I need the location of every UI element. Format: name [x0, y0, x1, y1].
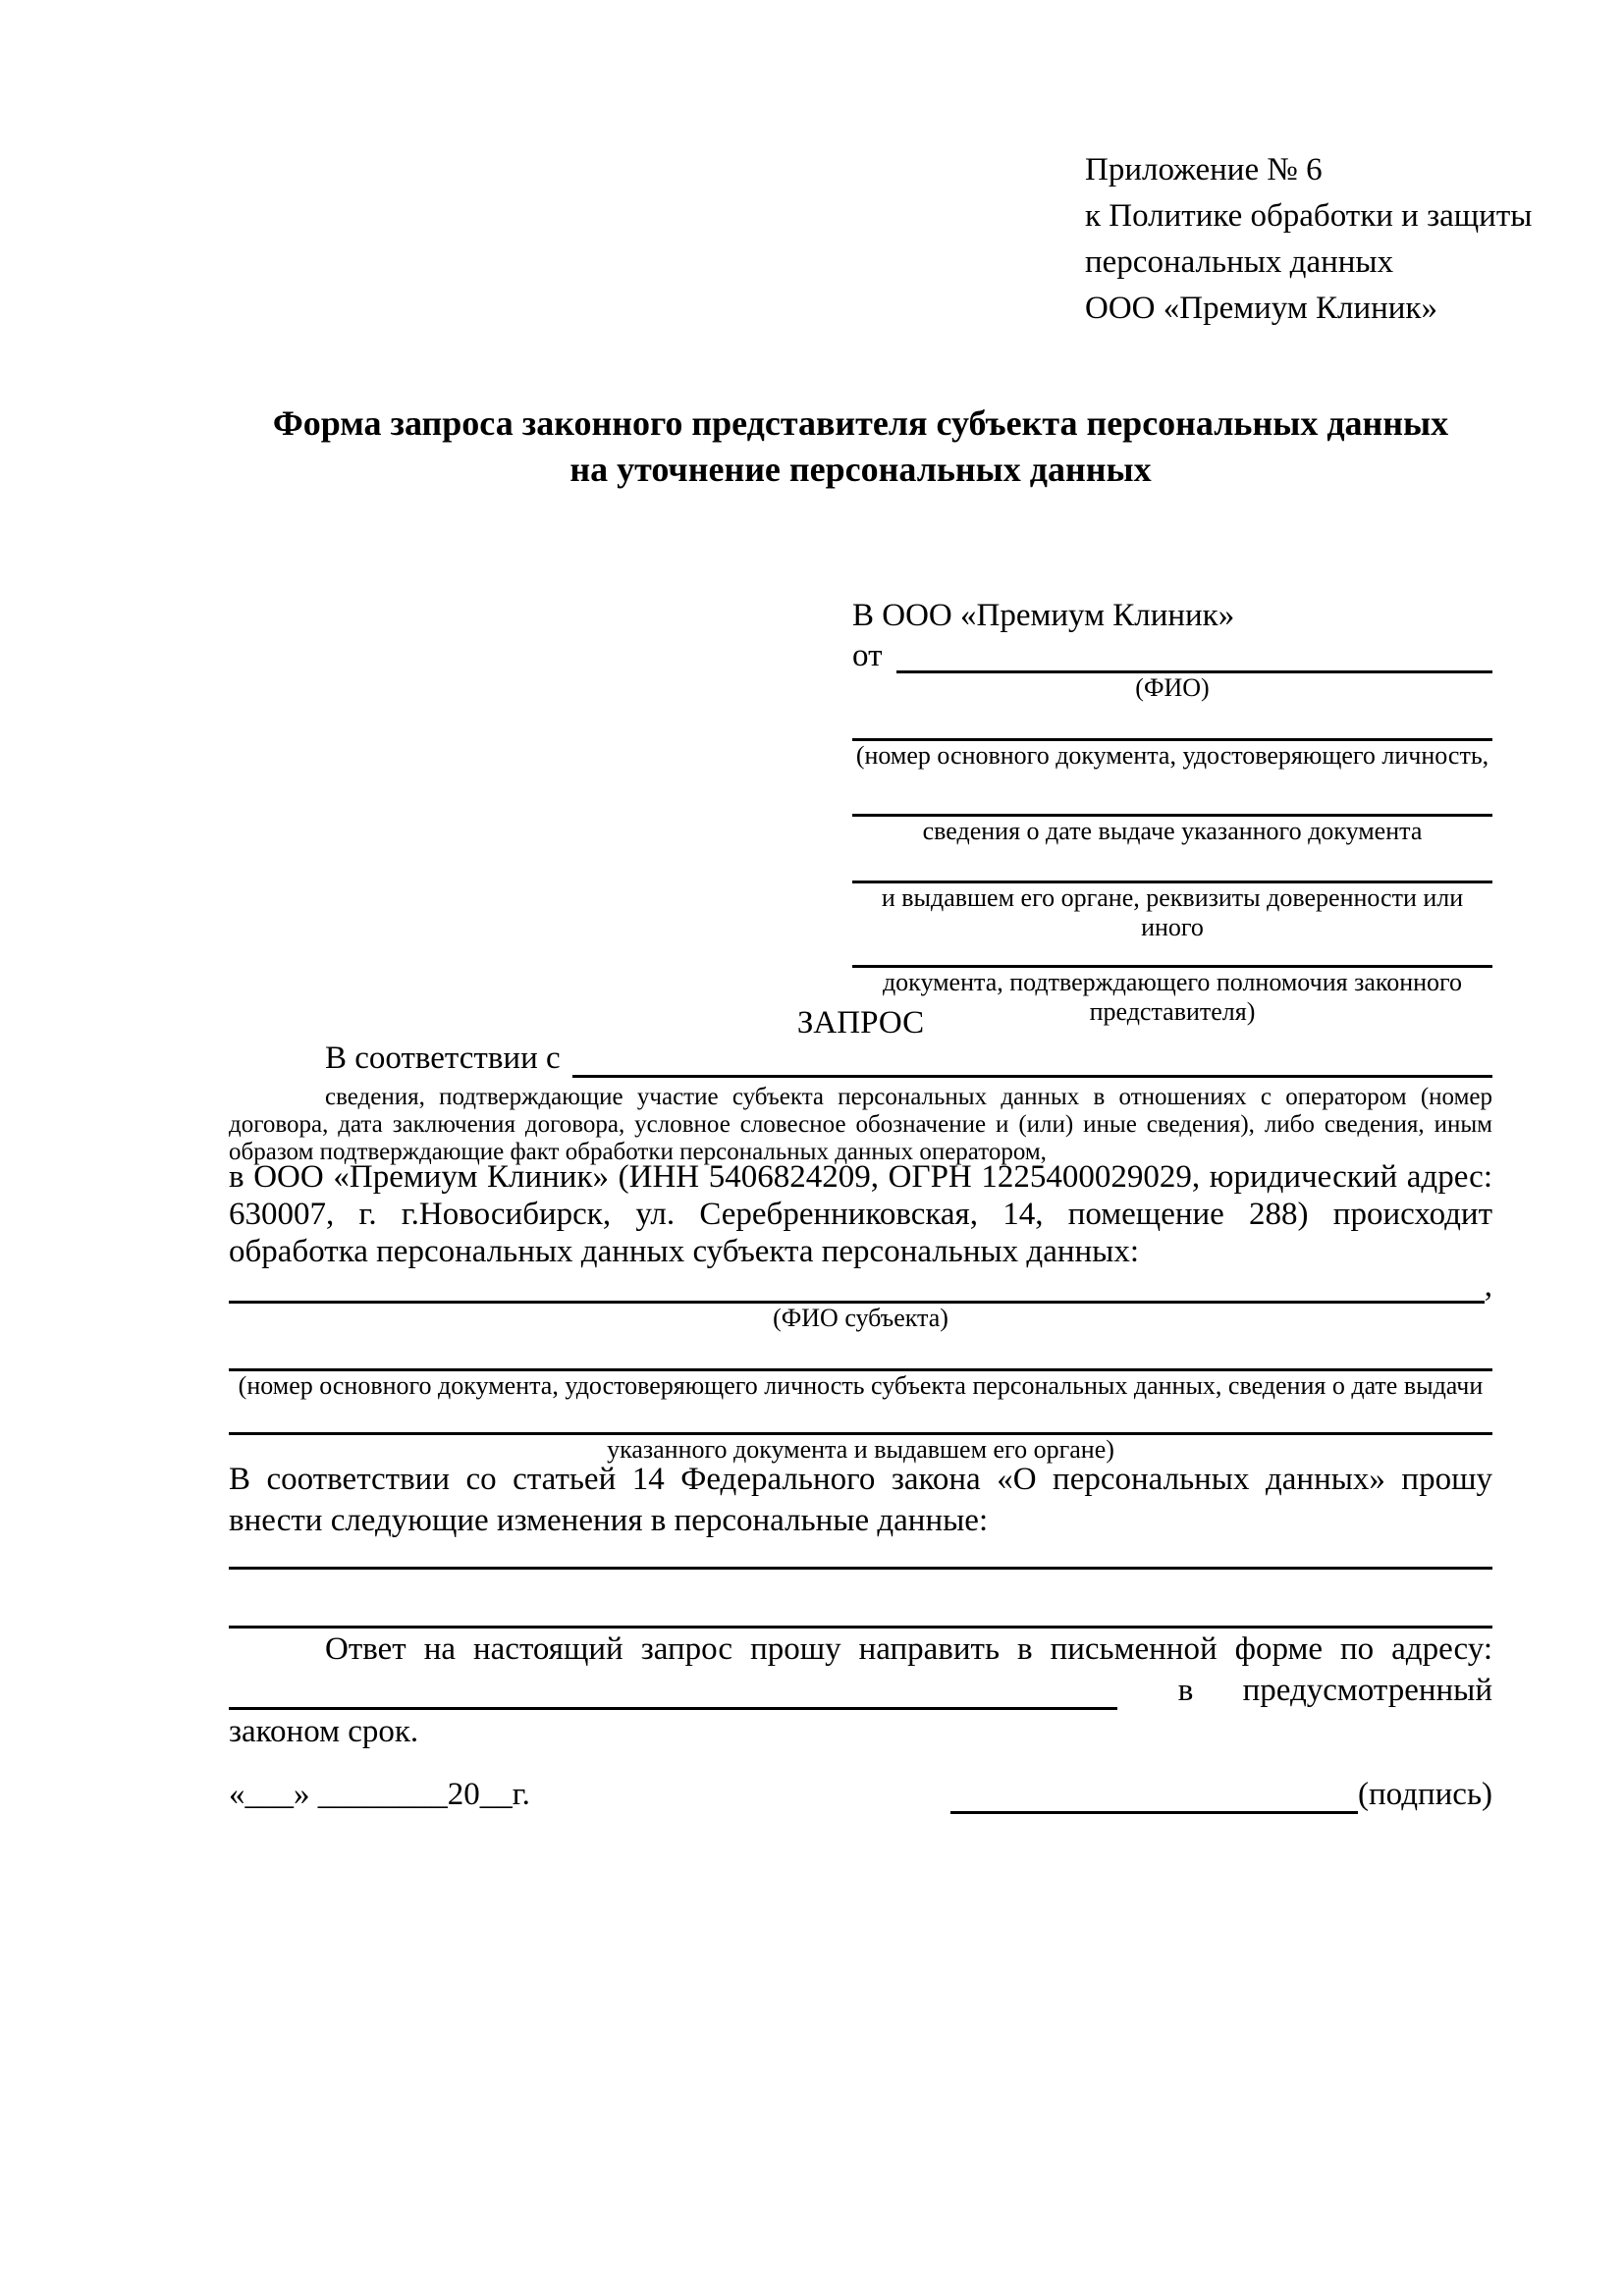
signature-block — [950, 1775, 1492, 1814]
fill-line — [572, 1071, 1492, 1078]
appendix-note-line: к Политике обработки и защиты — [1085, 198, 1533, 234]
blank-fill-line — [852, 846, 1492, 883]
appendix-note — [1085, 147, 1532, 332]
subject-doc-caption-2: указанного документа и выдавшем его органе) — [607, 1435, 1114, 1464]
subject-fio-row — [229, 1268, 1492, 1304]
signature-caption: (подпись) — [1358, 1777, 1492, 1812]
reply-right-text: в предусмотренный — [1177, 1673, 1492, 1708]
from-label: от — [852, 638, 883, 673]
intro-row — [229, 1039, 1492, 1078]
operator-paragraph: в ООО «Премиум Клиник» (ИНН 5406824209, ОГРН 1225400029029, юридический адрес: 630007, г. г.Новосибирск, ул. Серебренниковская, 14, помещение 288) происходит обработка персональных данных субъекта персональных данных: — [229, 1159, 1492, 1269]
reply-paragraph-line1: Ответ на настоящий запрос прошу направить в письменной форме по адресу: — [325, 1631, 1492, 1667]
signature-line — [950, 1807, 1358, 1814]
document-title-line1: Форма запроса законного представителя субъекта персональных данных — [272, 403, 1449, 443]
appendix-note-line: ООО «Премиум Клиник» — [1085, 291, 1437, 326]
footer-row — [229, 1775, 1492, 1814]
fill-line — [896, 667, 1493, 673]
document-title-line2: на уточнение персональных данных — [569, 450, 1152, 489]
fio-caption: (ФИО) — [1135, 673, 1210, 702]
subject-block — [229, 1268, 1492, 1465]
blank-fill-line — [229, 1297, 1485, 1304]
blank-fill-line — [229, 1401, 1492, 1435]
comma: , — [1484, 1268, 1492, 1304]
reply-address-row — [229, 1671, 1492, 1710]
intro-label: В соответствии с — [325, 1041, 561, 1076]
field-caption-doc4: документа, подтверждающего полномочия законного представителя) — [882, 968, 1463, 1026]
addressee-block — [852, 593, 1492, 1027]
blank-fill-line — [852, 771, 1492, 817]
blank-fill-line — [229, 1333, 1492, 1371]
blank-fill-line — [852, 942, 1492, 968]
blank-fill-line — [852, 703, 1492, 741]
subject-doc-caption-1: (номер основного документа, удостоверяющего личность субъекта персональных данных, сведения о дате выдачи — [238, 1371, 1484, 1400]
article-paragraph: В соответствии со статьей 14 Федерального закона «О персональных данных» прошу внести следующие изменения в персональные данные: — [229, 1462, 1492, 1538]
document-title — [229, 400, 1492, 493]
appendix-note-line: Приложение № 6 — [1085, 152, 1323, 187]
appendix-note-line: персональных данных — [1085, 244, 1394, 280]
reply-paragraph — [229, 1628, 1492, 1753]
subject-fio-caption: (ФИО субъекта) — [773, 1304, 948, 1332]
request-heading: ЗАПРОС — [796, 1005, 925, 1041]
reply-paragraph-line3: законом срок. — [229, 1714, 419, 1749]
field-caption-doc2: сведения о дате выдаче указанного документа — [922, 817, 1423, 845]
field-caption-doc3: и выдавшем его органе, реквизиты доверенности или иного — [881, 883, 1464, 941]
blank-fill-line — [229, 1590, 1492, 1629]
blank-fill-line — [229, 1531, 1492, 1570]
fineprint-note: сведения, подтверждающие участие субъекта персональных данных в отношениях с оператором (номер договора, дата заключения договора, условное словесное обозначение и (или) иные сведения), либо сведения, иным образом подтверждающие факт обработки персональных данных оператором, — [229, 1084, 1492, 1165]
date-placeholder: «___» ________20__г. — [229, 1777, 530, 1812]
addressee-from-row — [852, 638, 1492, 673]
field-caption-doc1: (номер основного документа, удостоверяющего личность, — [855, 741, 1489, 770]
addressee-to-line: В ООО «Премиум Клиник» — [852, 598, 1235, 633]
blank-fill-line — [229, 1703, 1117, 1710]
